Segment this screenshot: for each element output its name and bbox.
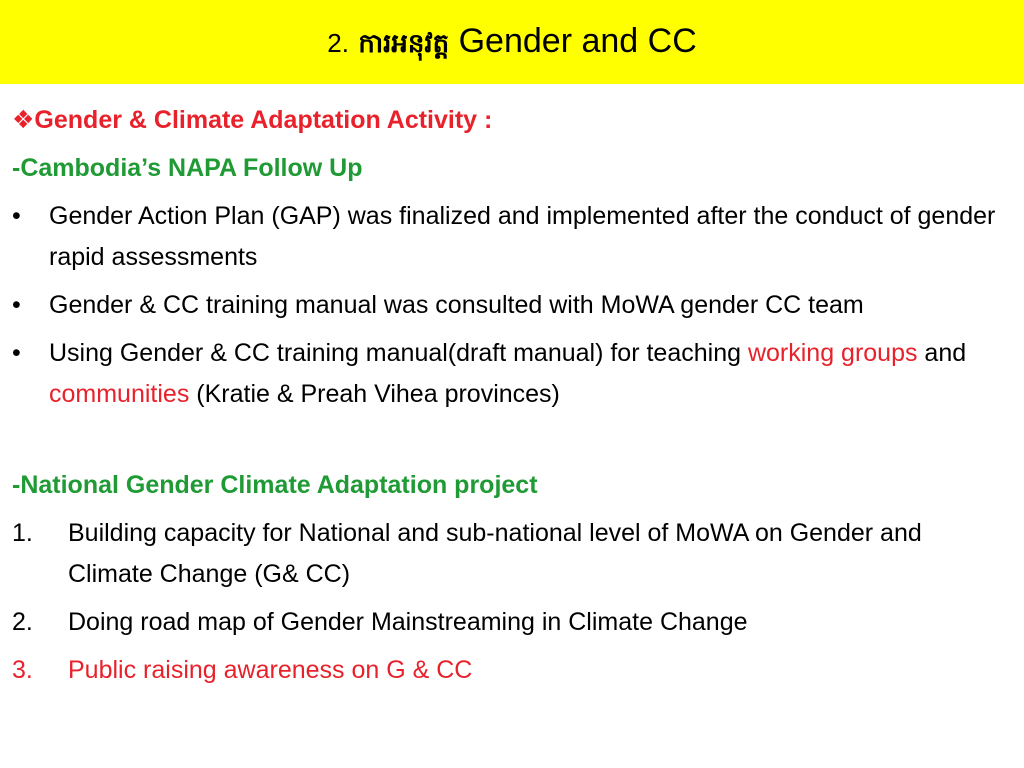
item-text: Public raising awareness on G & CC (68, 656, 473, 684)
numbered-item (12, 650, 1012, 691)
bullet-text-end: (Kratie & Preah Vihea provinces) (189, 380, 560, 408)
highlight-working-groups: working groups (747, 339, 918, 367)
bullet-item (12, 285, 1012, 326)
bullet-item (12, 333, 1012, 415)
bullet-text-start: Using Gender & CC training manual(draft manual) for teaching (49, 339, 748, 367)
title-bar (0, 0, 1024, 84)
section1-heading (12, 100, 1012, 141)
slide-content (12, 100, 1012, 698)
section2-subheading: -National Gender Climate Adaptation project (12, 471, 538, 499)
item-number: 1. (12, 519, 33, 547)
section1-heading-text: Gender & Climate Adaptation Activity : (34, 106, 493, 134)
item-text: Doing road map of Gender Mainstreaming in Climate Change (68, 608, 748, 636)
item-text: Building capacity for National and sub-national level of MoWA on Gender and Climate Change (G& CC) (68, 519, 922, 588)
bullet-icon: • (12, 339, 21, 367)
bullet-text: Gender & CC training manual was consulted with MoWA gender CC team (49, 291, 864, 319)
bullet-icon: • (12, 291, 21, 319)
bullet-text-mid: and (917, 339, 967, 367)
title-number: 2. (327, 28, 349, 58)
spacer (12, 422, 1012, 465)
bullet-item (12, 196, 1012, 278)
numbered-item (12, 602, 1012, 643)
title-khmer: ការអនុវត្ត (358, 28, 450, 58)
bullet-text (49, 333, 1012, 415)
title-english: Gender and CC (458, 22, 697, 60)
highlight-communities: communities (49, 380, 190, 408)
diamond-bullet-icon: ❖ (12, 106, 35, 134)
item-number: 3. (12, 656, 33, 684)
bullet-text: Gender Action Plan (GAP) was finalized and implemented after the conduct of gender rapid assessments (49, 202, 996, 271)
bullet-icon: • (12, 202, 21, 230)
numbered-item (12, 513, 1012, 595)
item-number: 2. (12, 608, 33, 636)
section1-subheading: -Cambodia’s NAPA Follow Up (12, 154, 363, 182)
slide-title (327, 21, 697, 63)
